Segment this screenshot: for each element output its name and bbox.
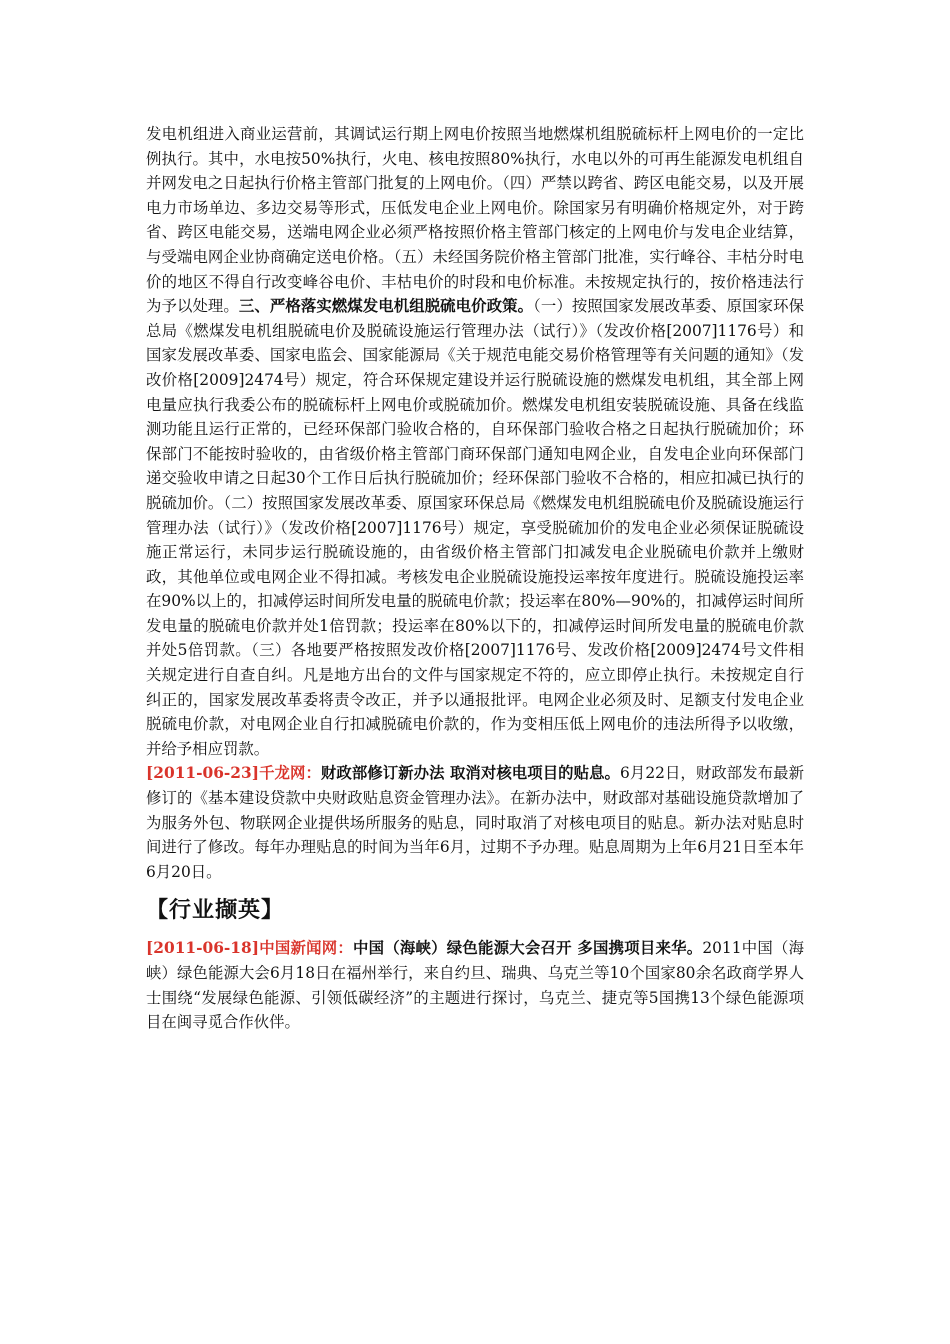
document-page xyxy=(146,122,804,1035)
news-headline: 中国（海峡）绿色能源大会召开 多国携项目来华。 xyxy=(353,939,703,958)
news-body: 2011中国（海峡）绿色能源大会6月18日在福州举行，来自约旦、瑞典、乌克兰等10个国家80余名政商学界人士围绕“发展绿色能源、引领低碳经济”的主题进行探讨，乌克兰、捷克等5国携13个绿色能源项目在闽寻觅合作伙伴。 xyxy=(146,939,805,1032)
section-heading: 【行业撷英】 xyxy=(146,898,285,924)
paragraph-text: （一）按照国家发展改革委、原国家环保总局《燃煤发电机组脱硫电价及脱硫设施运行管理办法（试行）》（发改价格[2007]1176号）和国家发展改革委、国家电监会、国家能源局《关于规范电能交易价格管理等有关问题的通知》（发改价格[2009]2474号）规定，符合环保规定建设并运行脱硫设施的燃煤发电机组，其全部上网电量应执行我委公布的脱硫标杆上网电价或脱硫加价。燃煤发电机组安装脱硫设施、具备在线监测功能且运行正常的，已经环保部门验收合格的，自环保部门验收合格之日起执行脱硫加价；环保部门不能按时验收的，由省级价格主管部门商环保部门通知电网企业，自发电企业向环保部门递交验收申请之日起30个工作日后执行脱硫加价；经环保部门验收不合格的，相应扣减已执行的脱硫加价。（二）按照国家发展改革委、原国家环保总局《燃煤发电机组脱硫电价及脱硫设施运行管理办法（试行）》（发改价格[2007]1176号）规定，享受脱硫加价的发电企业必须保证脱硫设施正常运行，未同步运行脱硫设施的，由省级价格主管部门扣减发电企业脱硫电价款并上缴财政，其他单位或电网企业不得扣减。考核发电企业脱硫设施投运率按年度进行。脱硫设施投运率在90%以上的，扣减停运时间所发电量的脱硫电价款；投运率在80%—90%的，扣减停运时间所发电量的脱硫电价款并处1倍罚款；投运率在80%以下的，扣减停运时间所发电量的脱硫电价款并处5倍罚款。（三）各地要严格按照发改价格[2007]1176号、发改价格[2009]2474号文件相关规定进行自查自纠。凡是地方出台的文件与国家规定不符的，应立即停止执行。未按规定自行纠正的，国家发展改革委将责令改正，并予以通报批评。电网企业必须及时、足额支付发电企业脱硫电价款，对电网企业自行扣减脱硫电价款的，作为变相压低上网电价的违法所得予以收缴，并给予相应罚款。 xyxy=(146,297,804,758)
news-source-date: [2011-06-23]千龙网： xyxy=(146,764,321,783)
news-body: 6月22日，财政部发布最新修订的《基本建设贷款中央财政贴息资金管理办法》。在新办法中，财政部对基础设施贷款增加了为服务外包、物联网企业提供场所服务的贴息，同时取消了对核电项目的贴息。新办法对贴息时间进行了修改。每年办理贴息的时间为当年6月，过期不予办理。贴息周期为上年6月21日至本年6月20日。 xyxy=(146,764,804,881)
paragraph-text: 发电机组进入商业运营前，其调试运行期上网电价按照当地燃煤机组脱硫标杆上网电价的一定比例执行。其中，水电按50%执行，火电、核电按照80%执行，水电以外的可再生能源发电机组自并网发电之日起执行价格主管部门批复的上网电价。（四）严禁以跨省、跨区电能交易，以及开展电力市场单边、多边交易等形式，压低发电企业上网电价。除国家另有明确价格规定外，对于跨省、跨区电能交易，送端电网企业必须严格按照价格主管部门核定的上网电价与发电企业结算，与受端电网企业协商确定送电价格。（五）未经国务院价格主管部门批准，实行峰谷、丰枯分时电价的地区不得自行改变峰谷电价、丰枯电价的时段和电价标准。未按规定执行的，按价格违法行为予以处理。 xyxy=(146,125,804,316)
news-item-green-energy-conference xyxy=(146,936,804,1034)
news-source-date: [2011-06-18]中国新闻网： xyxy=(146,939,353,958)
paragraph-electricity-price-policy xyxy=(146,122,804,761)
news-headline: 财政部修订新办法 取消对核电项目的贴息。 xyxy=(320,764,620,783)
policy-section-heading: 三、严格落实燃煤发电机组脱硫电价政策。 xyxy=(238,297,534,316)
news-item-finance-ministry xyxy=(146,761,804,884)
